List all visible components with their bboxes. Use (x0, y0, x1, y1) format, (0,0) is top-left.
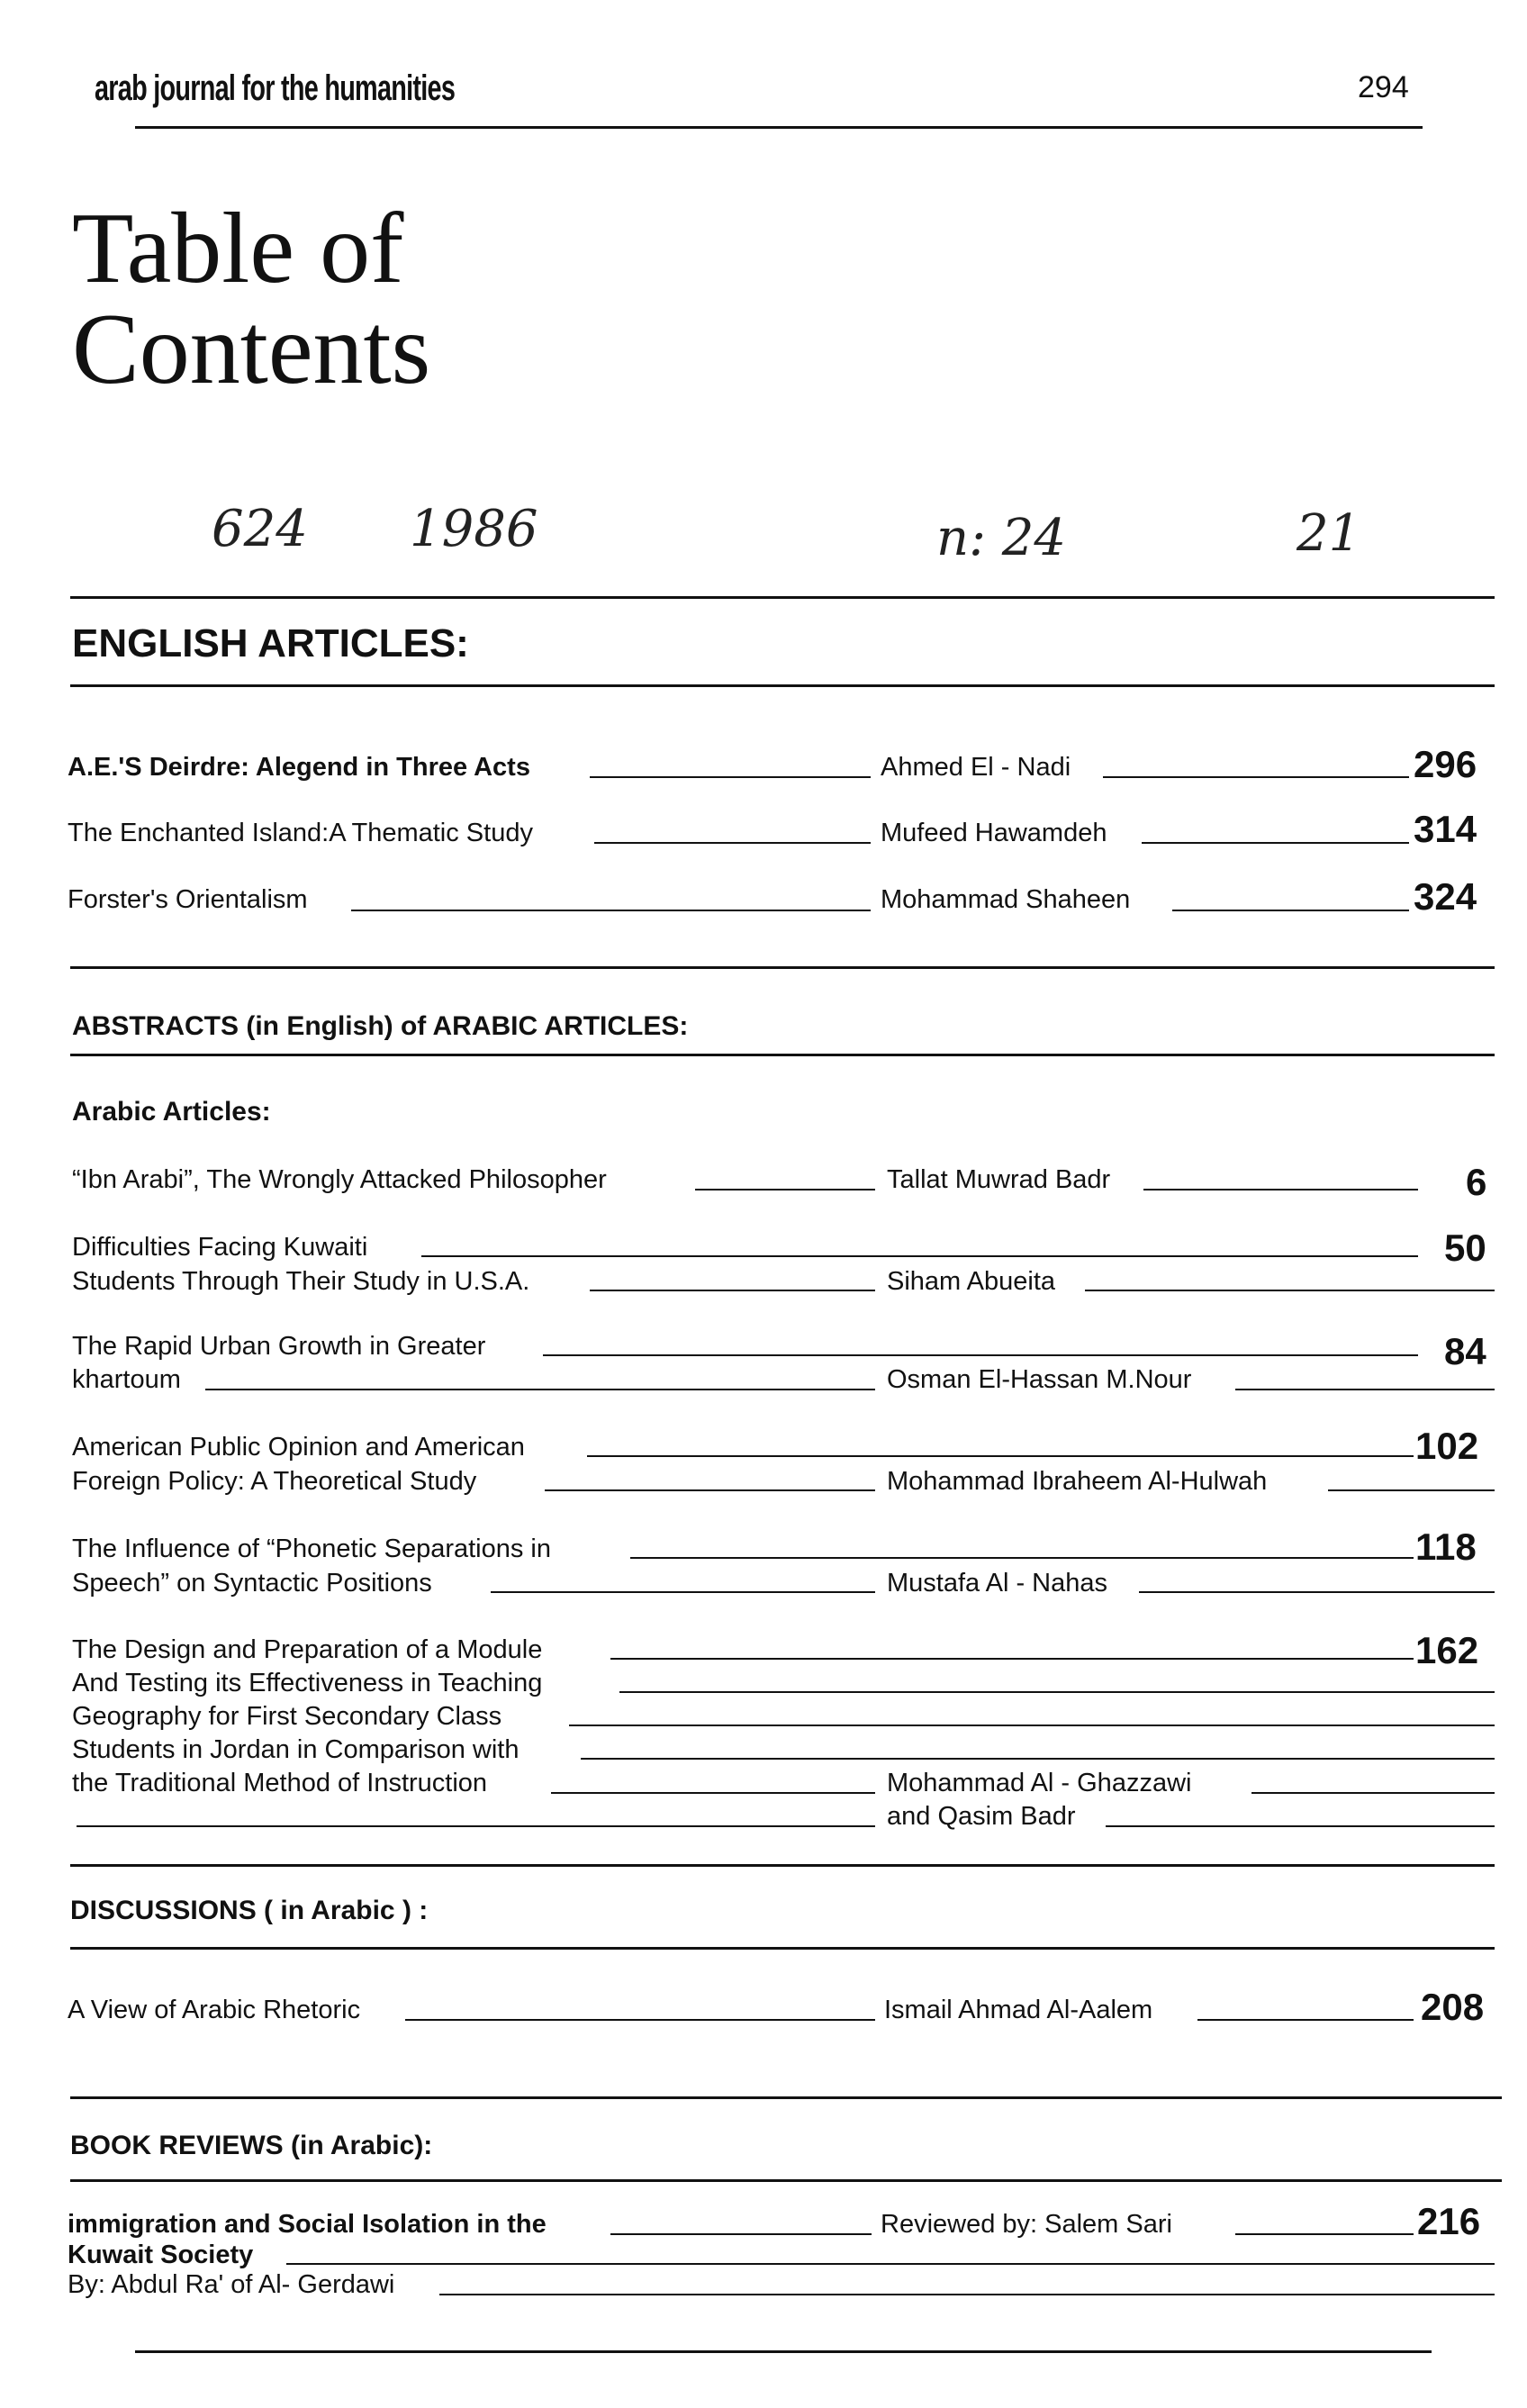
article-author: Ahmed El - Nadi (881, 753, 1071, 782)
leader-line (1085, 1290, 1495, 1291)
footer-rule (135, 2350, 1432, 2353)
article-title-line: Geography for First Secondary Class (72, 1702, 502, 1731)
article-title-line: And Testing its Effectiveness in Teaching (72, 1669, 543, 1697)
handwritten-note-2: 1986 (410, 500, 538, 558)
section-reviews-heading: BOOK REVIEWS (in Arabic): (70, 2131, 433, 2160)
article-title: The Enchanted Island:A Thematic Study (68, 819, 533, 847)
article-page: 6 (1466, 1161, 1487, 1203)
leader-line (491, 1591, 875, 1593)
article-page: 296 (1414, 743, 1477, 785)
leader-line (610, 1658, 1414, 1660)
leader-line (545, 1489, 875, 1491)
header-rule (135, 126, 1423, 129)
leader-line (551, 1792, 875, 1794)
leader-line (286, 2263, 1495, 2265)
review-title-line: immigration and Social Isolation in the (68, 2210, 547, 2239)
section-rule (70, 1054, 1495, 1056)
article-page: 162 (1415, 1629, 1479, 1671)
leader-line (1251, 1792, 1495, 1794)
leader-line (630, 1557, 1414, 1559)
leader-line (205, 1389, 875, 1390)
section-discussions-heading: DISCUSSIONS ( in Arabic ) : (70, 1896, 429, 1925)
article-title-line: Students in Jordan in Comparison with (72, 1735, 520, 1764)
leader-line (1172, 910, 1409, 911)
leader-line (1235, 2233, 1414, 2235)
section-rule (70, 2096, 1502, 2099)
section-rule (70, 596, 1495, 599)
article-title-line: The Influence of “Phonetic Separations in (72, 1534, 551, 1563)
leader-line (695, 1189, 875, 1190)
leader-line (590, 1290, 875, 1291)
leader-line (594, 842, 871, 844)
journal-title: arab journal for the humanities (95, 68, 456, 108)
article-author: Mohammad Al - Ghazzawi (887, 1769, 1192, 1797)
article-author: Mohammad Shaheen (881, 885, 1131, 914)
article-author: Mufeed Hawamdeh (881, 819, 1107, 847)
article-page: 208 (1421, 1986, 1485, 2028)
article-title-line: khartoum (72, 1365, 181, 1394)
section-rule (70, 2179, 1502, 2182)
leader-line (405, 2019, 875, 2021)
article-page: 84 (1444, 1330, 1486, 1372)
leader-line (610, 2233, 872, 2235)
section-abstracts-heading: ABSTRACTS (in English) of ARABIC ARTICLES: (72, 1011, 689, 1041)
article-title-line: Students Through Their Study in U.S.A. (72, 1267, 530, 1296)
article-page: 118 (1415, 1525, 1477, 1568)
leader-line (587, 1455, 1414, 1457)
subsection-arabic-heading: Arabic Articles: (72, 1097, 271, 1127)
leader-line (590, 776, 871, 778)
leader-line (439, 2294, 1495, 2295)
article-author: Osman El-Hassan M.Nour (887, 1365, 1192, 1394)
leader-line (1142, 842, 1409, 844)
article-title: A View of Arabic Rhetoric (68, 1996, 361, 2024)
leader-line (421, 1255, 1418, 1257)
section-rule (70, 1864, 1495, 1867)
article-page: 50 (1444, 1227, 1486, 1269)
article-title-line: Foreign Policy: A Theoretical Study (72, 1467, 477, 1496)
leader-line (1235, 1389, 1495, 1390)
leader-line (1139, 1591, 1495, 1593)
article-title-line: The Design and Preparation of a Module (72, 1635, 543, 1664)
page-number: 294 (1358, 70, 1409, 104)
article-author-secondary: and Qasim Badr (887, 1802, 1076, 1831)
leader-line (581, 1758, 1495, 1760)
page-title: Table of Contents (72, 193, 431, 405)
article-title: Forster's Orientalism (68, 885, 308, 914)
leader-line (1106, 1825, 1495, 1827)
handwritten-note-3: n: 24 (936, 509, 1066, 567)
article-author: Tallat Muwrad Badr (887, 1165, 1111, 1194)
review-book-author: By: Abdul Ra' of Al- Gerdawi (68, 2270, 395, 2299)
leader-line (1103, 776, 1409, 778)
handwritten-note-4: 21 (1297, 504, 1361, 563)
article-page: 102 (1415, 1425, 1479, 1467)
article-title-line: Difficulties Facing Kuwaiti (72, 1233, 368, 1262)
review-author: Reviewed by: Salem Sari (881, 2210, 1172, 2239)
leader-line (351, 910, 871, 911)
article-title-line: Speech” on Syntactic Positions (72, 1569, 432, 1598)
section-rule (70, 1947, 1495, 1950)
article-page: 314 (1414, 808, 1477, 850)
leader-line (543, 1354, 1418, 1356)
article-title: “Ibn Arabi”, The Wrongly Attacked Philosopher (72, 1165, 607, 1194)
article-title: A.E.'S Deirdre: Alegend in Three Acts (68, 753, 530, 782)
leader-line (1197, 2019, 1414, 2021)
article-page: 324 (1414, 875, 1477, 918)
review-page: 216 (1417, 2200, 1481, 2242)
section-english-heading: ENGLISH ARTICLES: (72, 621, 469, 665)
review-title-line: Kuwait Society (68, 2241, 254, 2269)
section-rule (70, 684, 1495, 687)
article-author: Mustafa Al - Nahas (887, 1569, 1107, 1598)
section-rule (70, 966, 1495, 969)
article-title-line: The Rapid Urban Growth in Greater (72, 1332, 486, 1361)
leader-line (1328, 1489, 1495, 1491)
leader-line (77, 1825, 875, 1827)
leader-line (1143, 1189, 1418, 1190)
article-title-line: the Traditional Method of Instruction (72, 1769, 488, 1797)
article-author: Mohammad Ibraheem Al-Hulwah (887, 1467, 1268, 1496)
leader-line (569, 1725, 1495, 1726)
article-author: Ismail Ahmad Al-Aalem (884, 1996, 1153, 2024)
handwritten-note-1: 624 (212, 500, 308, 558)
article-author: Siham Abueita (887, 1267, 1056, 1296)
article-title-line: American Public Opinion and American (72, 1433, 525, 1462)
leader-line (619, 1691, 1495, 1693)
